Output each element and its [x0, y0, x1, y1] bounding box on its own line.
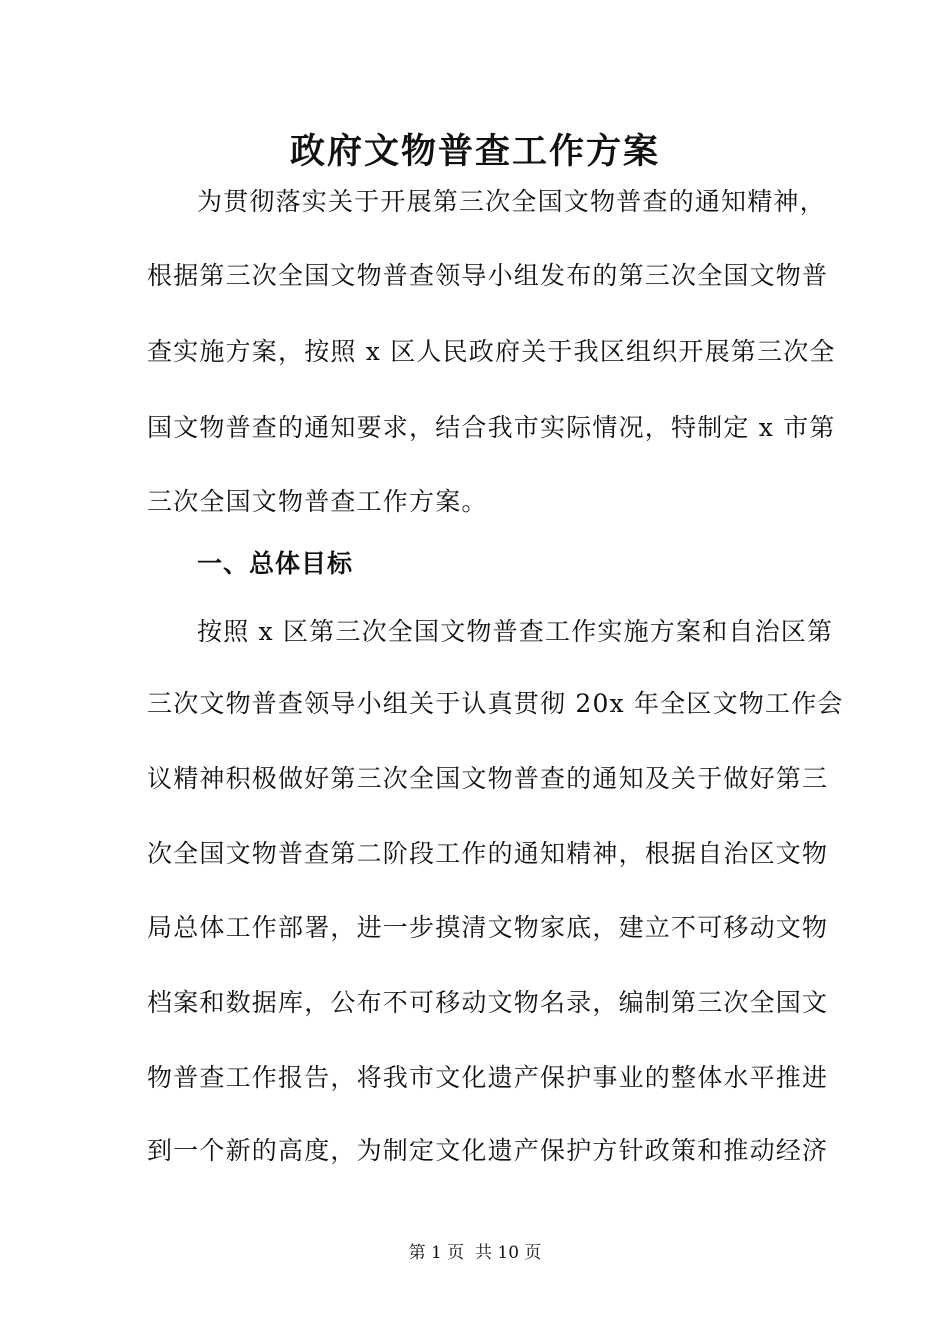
section1-line-4: 次全国文物普查第二阶段工作的通知精神，根据自治区文物 — [147, 839, 829, 868]
section-heading-overall-goal: 一、总体目标 — [197, 549, 354, 578]
intro-line-5: 三次全国文物普查工作方案。 — [147, 487, 488, 516]
section1-line-6: 档案和数据库，公布不可移动文物名录，编制第三次全国文 — [147, 988, 829, 1017]
document-title: 政府文物普查工作方案 — [289, 131, 660, 172]
section1-line-3: 议精神积极做好第三次全国文物普查的通知及关于做好第三 — [147, 764, 829, 793]
intro-line-3: 查实施方案，按照 x 区人民政府关于我区组织开展第三次全 — [147, 337, 836, 366]
section1-line-5: 局总体工作部署，进一步摸清文物家底，建立不可移动文物 — [147, 913, 829, 942]
section1-line-8: 到一个新的高度，为制定文化遗产保护方针政策和推动经济 — [147, 1136, 829, 1165]
section1-line-7: 物普查工作报告，将我市文化遗产保护事业的整体水平推进 — [147, 1063, 829, 1092]
intro-line-4: 国文物普查的通知要求，结合我市实际情况，特制定 x 市第 — [147, 413, 836, 442]
section1-line-2: 三次文物普查领导小组关于认真贯彻 20x 年全区文物工作会 — [147, 689, 844, 718]
section1-line-1: 按照 x 区第三次全国文物普查工作实施方案和自治区第 — [197, 617, 834, 646]
intro-line-1: 为贯彻落实关于开展第三次全国文物普查的通知精神， — [197, 187, 826, 216]
intro-line-2: 根据第三次全国文物普查领导小组发布的第三次全国文物普 — [147, 261, 829, 290]
page-number-footer: 第 1 页 共 10 页 — [408, 1243, 542, 1263]
